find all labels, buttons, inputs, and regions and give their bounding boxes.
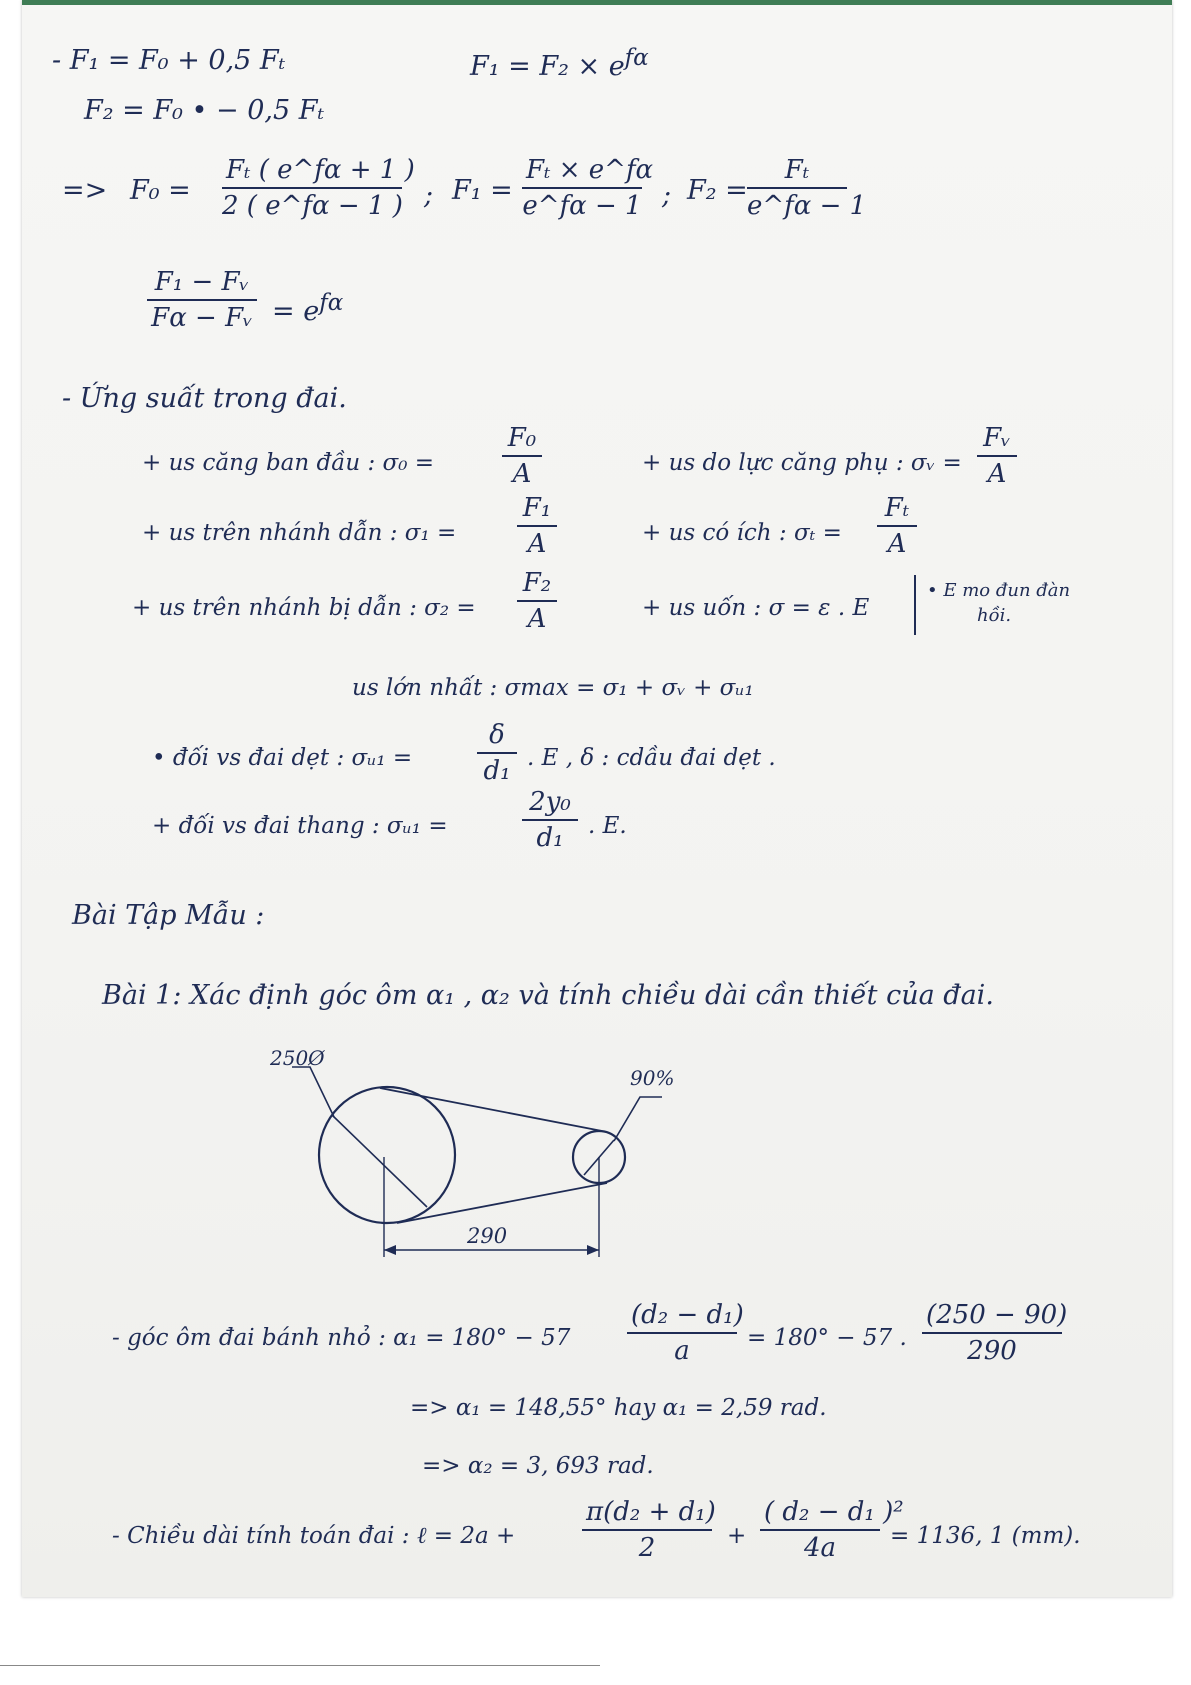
- ratio-rhs-exp: fα: [319, 290, 344, 316]
- angle-mid: = 180° − 57 .: [747, 1325, 907, 1351]
- exercise-heading: Bài Tập Mẫu :: [72, 900, 265, 931]
- formula-f0-lhs: F₀ =: [130, 175, 191, 206]
- length-plus: +: [727, 1523, 747, 1549]
- angle-label: - góc ôm đai bánh nhỏ : α₁ = 180° − 57: [112, 1325, 571, 1351]
- fraction-numerator: F₁ − Fᵥ: [147, 267, 257, 301]
- formula-ratio-rhs: [272, 290, 343, 327]
- fraction-denominator: A: [527, 604, 547, 634]
- separator: ;: [662, 180, 672, 211]
- stress-drive-label: + us trên nhánh dẫn : σ₁ =: [142, 520, 457, 546]
- separator: ;: [424, 180, 434, 211]
- large-diameter-label: 250Ø: [270, 1046, 325, 1070]
- fraction-numerator: π(d₂ + d₁): [582, 1497, 712, 1531]
- belt-lower-span: [397, 1183, 607, 1223]
- exercise-problem: Bài 1: Xác định góc ôm α₁ , α₂ và tính chiều dài cần thiết của đai.: [102, 980, 994, 1011]
- stress-bending-label: + us uốn : σ = ε . E: [642, 595, 870, 621]
- formula-euler-exp: fα: [624, 45, 649, 71]
- fraction-denominator: 2 ( e^fα − 1 ): [222, 191, 403, 221]
- length-fraction-2: [760, 1497, 904, 1563]
- length-result: = 1136, 1 (mm).: [890, 1523, 1081, 1549]
- alpha1-result: => α₁ = 148,55° hay α₁ = 2,59 rad.: [410, 1395, 827, 1421]
- angle-fraction-values: [922, 1300, 1068, 1366]
- formula-f0-fraction: [222, 155, 415, 221]
- stress-drive-fraction: [517, 493, 557, 559]
- fraction-numerator: (250 − 90): [922, 1300, 1062, 1334]
- small-diameter-label: 90%: [630, 1066, 675, 1090]
- stress-initial-label: + us căng ban đầu : σ₀ =: [142, 450, 435, 476]
- center-distance-label: 290: [467, 1224, 508, 1248]
- stress-flat-tail: . E , δ : cdầu đai dẹt .: [527, 745, 776, 771]
- notebook-page: [22, 0, 1172, 1597]
- dimension-arrow-left: [384, 1245, 396, 1255]
- stress-driven-fraction: [517, 568, 557, 634]
- angle-fraction: [627, 1300, 744, 1366]
- alpha2-result: => α₂ = 3, 693 rad.: [422, 1453, 654, 1479]
- fraction-numerator: F₀: [502, 423, 542, 457]
- note-modulus-line2: hồi.: [977, 605, 1012, 626]
- large-diameter-line: [332, 1115, 427, 1207]
- fraction-denominator: A: [512, 459, 532, 489]
- stress-driven-label: + us trên nhánh bị dẫn : σ₂ =: [132, 595, 476, 621]
- stress-initial-fraction: [502, 423, 542, 489]
- belt-upper-span: [380, 1088, 602, 1131]
- fraction-denominator: 2: [638, 1533, 656, 1563]
- stress-max: us lớn nhất : σmax = σ₁ + σᵥ + σᵤ₁: [352, 675, 754, 701]
- formula-f1b-lhs: F₁ =: [452, 175, 513, 206]
- fraction-denominator: d₁: [536, 823, 564, 853]
- footer-rule: [0, 1665, 600, 1666]
- stress-useful-fraction: [877, 493, 917, 559]
- fraction-numerator: δ: [477, 720, 517, 754]
- stress-vbelt-tail: . E.: [588, 813, 627, 839]
- formula-f2b-lhs: F₂ =: [687, 175, 748, 206]
- formula-f2: F₂ = F₀ • − 0,5 Fₜ: [84, 95, 325, 126]
- fraction-numerator: Fₜ ( e^fα + 1 ): [222, 155, 402, 189]
- fraction-denominator: Fα − Fᵥ: [151, 303, 253, 333]
- note-modulus-line1: • E mo đun đàn: [927, 580, 1071, 601]
- formula-ratio-fraction: [147, 267, 257, 333]
- fraction-numerator: Fᵥ: [977, 423, 1017, 457]
- large-pulley-circle: [319, 1087, 455, 1223]
- fraction-numerator: ( d₂ − d₁ )²: [760, 1497, 880, 1531]
- fraction-numerator: Fₜ: [877, 493, 917, 527]
- large-label-leader: [292, 1067, 334, 1117]
- ratio-rhs-base: = e: [272, 296, 320, 327]
- fraction-denominator: d₁: [483, 756, 511, 786]
- fraction-denominator: 4a: [803, 1533, 837, 1563]
- formula-f1b-fraction: [522, 155, 654, 221]
- fraction-denominator: A: [987, 459, 1007, 489]
- fraction-denominator: e^fα − 1: [747, 191, 867, 221]
- fraction-denominator: 290: [967, 1336, 1017, 1366]
- formula-f2b-fraction: [747, 155, 867, 221]
- formula-f1: - F₁ = F₀ + 0,5 Fₜ: [52, 45, 286, 76]
- fraction-numerator: Fₜ × e^fα: [522, 155, 642, 189]
- small-label-leader: [614, 1097, 662, 1141]
- stress-flat-label: • đối vs đai dẹt : σᵤ₁ =: [152, 745, 413, 771]
- stress-flat-fraction: [477, 720, 517, 786]
- length-fraction-1: [582, 1497, 716, 1563]
- fraction-denominator: a: [674, 1336, 690, 1366]
- fraction-numerator: F₁: [517, 493, 557, 527]
- fraction-numerator: (d₂ − d₁): [627, 1300, 737, 1334]
- belt-drive-diagram: [262, 1045, 742, 1285]
- length-label: - Chiều dài tính toán đai : ℓ = 2a +: [112, 1523, 516, 1549]
- fraction-numerator: F₂: [517, 568, 557, 602]
- fraction-numerator: 2y₀: [522, 787, 578, 821]
- stress-centrifugal-label: + us do lực căng phụ : σᵥ =: [642, 450, 962, 476]
- fraction-numerator: Fₜ: [747, 155, 847, 189]
- fraction-denominator: A: [887, 529, 907, 559]
- note-divider: [914, 575, 916, 635]
- stress-heading: - Ứng suất trong đai.: [62, 383, 347, 414]
- fraction-denominator: A: [527, 529, 547, 559]
- dimension-arrow-right: [587, 1245, 599, 1255]
- formula-euler: [470, 45, 649, 82]
- stress-centrifugal-fraction: [977, 423, 1017, 489]
- implies-arrow: =>: [62, 175, 108, 206]
- formula-euler-base: F₁ = F₂ × e: [470, 51, 625, 82]
- stress-vbelt-fraction: [522, 787, 578, 853]
- fraction-denominator: e^fα − 1: [522, 191, 642, 221]
- stress-useful-label: + us có ích : σₜ =: [642, 520, 842, 546]
- stress-vbelt-label: + đối vs đai thang : σᵤ₁ =: [152, 813, 448, 839]
